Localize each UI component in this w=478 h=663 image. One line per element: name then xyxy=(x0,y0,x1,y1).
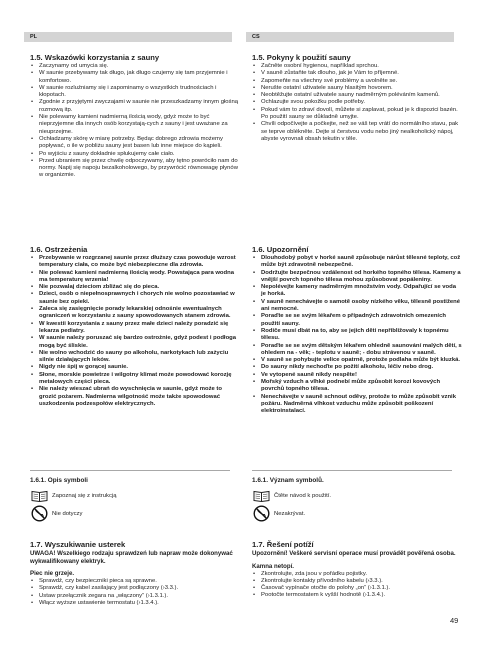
section-title: 1.6. Ostrzeżenia xyxy=(30,245,88,254)
symbol-caption: Čtěte návod k použití. xyxy=(274,492,331,499)
list-item: • Poraďte se se svým dětským lékařem ohledně saunování malých dětí, s ohledem na - věk; - teplotu v sauně; - dobu strávenou v sauně. xyxy=(252,343,462,358)
list-item: • Mořský vzduch a vlhké podnebí může způsobit korozi kovových povrchů topného tělesa. xyxy=(252,379,462,394)
list-item: • Pootočte termostatem k vyšší hodnotě (›1.3.4.). xyxy=(252,592,462,599)
list-item: • Nie polewamy kamieni nadmierną ilością wody, gdyż może to być nieprzyjemne dla innych osób korzystają-cych z sauny i jest uważane za nieuprzejme. xyxy=(30,114,240,136)
list-item: • Nenechávejte v sauně schnout oděvy, protože to může způsobit vznik požáru. Nadměrná vlhkost vzduchu může způsobit poškození elektroinstalací. xyxy=(252,394,462,416)
list-item: • Nie pozwalaj dzieciom zbliżać się do pieca. xyxy=(30,284,240,291)
list-item: • Po wyjściu z sauny dokładnie spłukujemy całe ciało. xyxy=(30,151,240,158)
list-item: • Nie polewać kamieni nadmierną ilością wody. Powstająca para wodna ma temperaturę wrzenia! xyxy=(30,270,240,285)
section-warnings-cs xyxy=(252,245,462,416)
list-item: • Włącz wyższe ustawienie termostatu (›1.3.4.). xyxy=(30,600,240,607)
section-title: 1.6.1. Opis symboli xyxy=(30,477,88,484)
section-divider xyxy=(30,470,230,471)
list-item: • Do sauny nikdy nechoďte po požití alkoholu, léčiv nebo drog. xyxy=(252,364,462,371)
list-item: • V sauně se pohybujte velice opatrně, protože podlaha může být kluzká. xyxy=(252,357,462,364)
list-item: • Przed ubraniem się przez chwilę odpoczywamy, aby tętno powróciło nam do normy. Napij się napoju bezalkoholowego, by przywrócić równowagę płynów w organizmie. xyxy=(30,158,240,180)
symbol-row-read-manual xyxy=(252,488,462,503)
list-item: • Zaczynamy od umycia się. xyxy=(30,63,240,70)
list-item: • Ve vytopené sauně nikdy nespěte! xyxy=(252,372,462,379)
page-number: 49 xyxy=(450,616,459,625)
open-book-icon xyxy=(30,489,48,503)
section-title: 1.7. Řešení potíží xyxy=(252,540,314,549)
open-book-icon xyxy=(252,489,270,503)
troubleshooting-subtitle: Piec nie grzeje. xyxy=(30,570,75,577)
list-item: • Dlouhodobý pobyt v horké sauně způsobuje nárůst tělesné teploty, což může být zdravotně nebezpečné. xyxy=(252,255,462,270)
list-item: • W saunie należy poruszać się bardzo ostrożnie, gdyż podest i podłoga mogą być śliskie. xyxy=(30,335,240,350)
language-tab-pl: PL xyxy=(24,32,232,42)
section-troubleshooting-pl xyxy=(30,540,240,607)
symbol-caption: Zapoznaj się z instrukcją xyxy=(52,492,117,499)
list-item: • Nie należy wieszać ubrań do wyschnięcia w saunie, gdyż może to grozić pożarem. Nadmierna wilgotność może także spowodować uszkodzenia podzespołów elektrycznych. xyxy=(30,386,240,408)
symbol-caption: Nie dotyczy xyxy=(52,510,83,517)
section-symbols-cs xyxy=(252,477,462,521)
section-sauna-tips-cs xyxy=(252,53,462,143)
list-item: • Ustaw przełącznik zegara na „włączony” (›1.3.1.). xyxy=(30,593,240,600)
section-title: 1.5. Wskazówki korzystania z sauny xyxy=(30,53,160,62)
list-item: • Nigdy nie śpij w gorącej saunie. xyxy=(30,364,240,371)
troubleshooting-warning: Upozornění! Veškeré servisní operace musí provádět pověřená osoba. xyxy=(252,550,456,557)
list-item: • Neobtěžujte ostatní uživatele sauny nadměrným poléváním kamenů. xyxy=(252,92,462,99)
troubleshooting-list xyxy=(252,571,462,600)
language-header-bar xyxy=(24,32,454,42)
list-item: • Rodiče musí dbát na to, aby se jejich děti nepřibližovaly k topnému tělesu. xyxy=(252,328,462,343)
symbol-row-forbidden xyxy=(30,506,240,521)
section-warnings-pl xyxy=(30,245,240,408)
list-item: • W kwestii korzystania z sauny przez małe dzieci należy poradzić się lekarza pediatry. xyxy=(30,321,240,336)
section-sauna-tips-pl xyxy=(30,53,240,180)
section-title: 1.7. Wyszukiwanie usterek xyxy=(30,540,126,549)
list-item: • Chvíli odpočívejte a počkejte, než se váš tep vrátí do normálního stavu, pak se teprve oblékněte. Dejte si čerstvou vodu nebo jiný nealkoholický nápoj, abyste vyrovnali obsah tekutin v těle. xyxy=(252,121,462,143)
list-item: • Pokud vám to zdraví dovolí, můžete si zaplavat, pokud je k dispozici bazén. Po použití sauny se důkladně umyjte. xyxy=(252,107,462,122)
list-item: • Nie wolno wchodzić do sauny po alkoholu, narkotykach lub zażyciu silnie działających leków. xyxy=(30,350,240,365)
section-title: 1.6.1. Význam symbolů. xyxy=(252,477,324,484)
troubleshooting-subtitle: Kamna netopí. xyxy=(252,562,294,570)
list-item: • Ochlazujte svou pokožku podle potřeby. xyxy=(252,99,462,106)
list-item: • Sprawdź, czy bezpieczniki pieca są sprawne. xyxy=(30,578,240,585)
list-item: • Dzieci, osób o niepełnosprawnych i chorych nie wolno pozostawiać w saunie bez opieki. xyxy=(30,291,240,306)
list-item: • Časovač vypínače otočte do polohy „on“ (›1.3.1.). xyxy=(252,585,462,592)
list-item: • V sauně nenechávejte o samotě osoby nízkého věku, tělesně postižené ani nemocné. xyxy=(252,299,462,314)
symbol-row-forbidden xyxy=(252,506,462,521)
list-item: • Zaleca się zasięgnięcie porady lekarskiej odnośnie ewentualnych ograniczeń w korzystaniu z sauny spowodowanych stanem zdrowia. xyxy=(30,306,240,321)
list-item: • Słone, morskie powietrze i wilgotny klimat może powodować korozję metalowych części pieca. xyxy=(30,372,240,387)
troubleshooting-list xyxy=(30,578,240,607)
list-item: • Ochładzamy skórę w miarę potrzeby. Będąc dobrego zdrowia możemy popływać, o ile w pobliżu sauny jest basen lub inne miejsce do kąpieli. xyxy=(30,136,240,151)
section-symbols-pl xyxy=(30,477,240,521)
warnings-list xyxy=(252,255,462,416)
list-item: • Nerušte ostatní uživatele sauny hlasitým hovorem. xyxy=(252,85,462,92)
section-divider xyxy=(252,470,452,471)
symbol-caption: Nezakrývat. xyxy=(274,510,306,517)
list-item: • Zkontrolujte, zda jsou v pořádku pojistky. xyxy=(252,571,462,578)
list-item: • Przebywanie w rozgrzanej saunie przez dłuższy czas powoduje wzrost temperatury ciała, co może być niebezpieczne dla zdrowia. xyxy=(30,255,240,270)
list-item: • V sauně zůstaňte tak dlouho, jak je Vám to příjemné. xyxy=(252,70,462,77)
warnings-list xyxy=(30,255,240,408)
list-item: • Nepolévejte kameny nadměrným množstvím vody. Odpařující se voda je horká. xyxy=(252,284,462,299)
tips-list xyxy=(30,63,240,180)
list-item: • Zgodnie z przyjętymi zwyczajami w saunie nie przeszkadzamy innym głośną rozmową itp. xyxy=(30,99,240,114)
list-item: • Zkontrolujte kontakty přívodního kabelu (›3.3.). xyxy=(252,578,462,585)
symbol-row-read-manual xyxy=(30,488,240,503)
section-troubleshooting-cs xyxy=(252,540,462,600)
list-item: • W saunie rozluźniamy się i zapominamy o wszystkich trudnościach i kłopotach. xyxy=(30,85,240,100)
do-not-cover-icon xyxy=(252,507,270,521)
troubleshooting-warning: UWAGA! Wszelkiego rodzaju sprawdzeń lub napraw może dokonywać wykwalifikowany elektryk. xyxy=(30,550,233,565)
list-item: • Sprawdź, czy kabel zasilający jest podłączony (›3.3.). xyxy=(30,585,240,592)
list-item: • Zapomeňte na všechny své problémy a uvolněte se. xyxy=(252,78,462,85)
list-item: • Dodržujte bezpečnou vzdálenost od horkého topného tělesa. Kameny a vnější povrch topného tělesa mohou způsobovat popáleniny. xyxy=(252,270,462,285)
tips-list xyxy=(252,63,462,143)
list-item: • W saunie przebywamy tak długo, jak długo czujemy się tam przyjemnie i komfortowo. xyxy=(30,70,240,85)
section-title: 1.5. Pokyny k použití sauny xyxy=(252,53,351,62)
list-item: • Poraďte se se svým lékařem o případných zdravotních omezeních použití sauny. xyxy=(252,313,462,328)
language-tab-cs: CS xyxy=(246,32,454,42)
do-not-cover-icon xyxy=(30,507,48,521)
list-item: • Začněte osobní hygienou, například sprchou. xyxy=(252,63,462,70)
section-title: 1.6. Upozornění xyxy=(252,245,309,254)
